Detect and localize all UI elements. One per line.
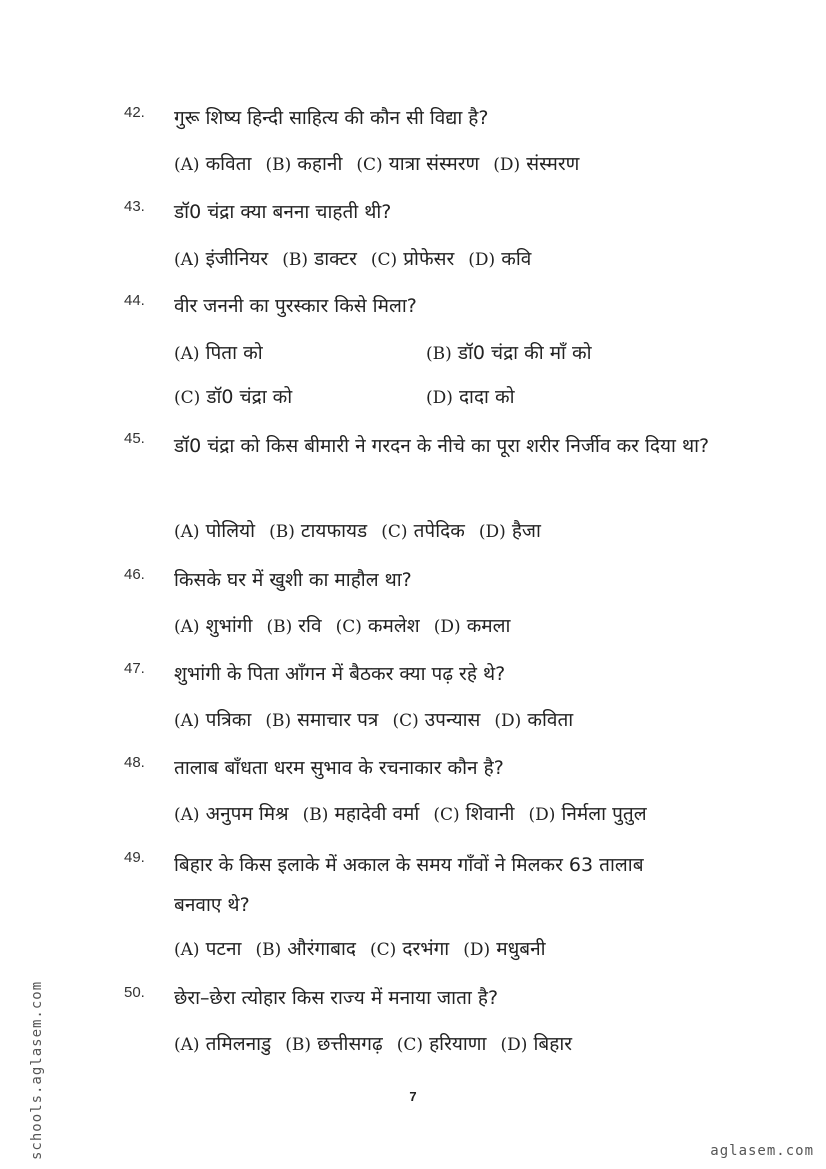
question-number: 45. [124, 430, 145, 447]
option-c: (C) कमलेश [335, 615, 420, 637]
option-d: (D) दादा को [426, 386, 515, 408]
option-d: (D) निर्मला पुतुल [528, 803, 647, 825]
option-c: (C) यात्रा संस्मरण [356, 153, 480, 175]
option-b: (B) डाक्टर [282, 248, 357, 270]
question-number: 42. [124, 104, 145, 121]
option-a: (A) पिता को [174, 342, 263, 364]
option-a: (A) अनुपम मिश्र [174, 803, 289, 825]
question-text: वीर जननी का पुरस्कार किसे मिला? [174, 295, 417, 317]
options-row [174, 706, 573, 732]
option-d: (D) संस्मरण [493, 153, 580, 175]
option-a: (A) पटना [174, 938, 242, 960]
option-b: (B) छत्तीसगढ़ [285, 1033, 383, 1055]
question-text: तालाब बाँधता धरम सुभाव के रचनाकार कौन है? [174, 757, 504, 779]
option-d: (D) बिहार [500, 1033, 573, 1055]
question-number: 46. [124, 566, 145, 583]
option-a: (A) शुभांगी [174, 615, 253, 637]
question-number: 47. [124, 660, 145, 677]
options-row [174, 517, 541, 543]
question-text: किसके घर में खुशी का माहौल था? [174, 569, 412, 591]
options-row [174, 245, 531, 271]
question-text: डॉ0 चंद्रा को किस बीमारी ने गरदन के नीचे का पूरा शरीर निर्जीव कर दिया था? [174, 435, 710, 457]
option-a: (A) पत्रिका [174, 709, 252, 731]
option-a: (A) पोलियो [174, 520, 256, 542]
option-c: (C) डॉ0 चंद्रा को [174, 386, 293, 408]
option-d: (D) कवि [468, 248, 532, 270]
question-text: शुभांगी के पिता आँगन में बैठकर क्या पढ़ रहे थे? [174, 663, 506, 685]
option-d: (D) मधुबनी [463, 938, 546, 960]
question-text: छेरा–छेरा त्योहार किस राज्य में मनाया जाता है? [174, 987, 499, 1009]
option-a: (A) तमिलनाडु [174, 1033, 272, 1055]
option-c: (C) तपेदिक [381, 520, 465, 542]
question-text: बिहार के किस इलाके में अकाल के समय गाँवों ने मिलकर 63 तालाब बनवाए थे? [174, 854, 644, 916]
option-b: (B) टायफायड [269, 520, 368, 542]
option-a: (A) इंजीनियर [174, 248, 269, 270]
options-row [174, 150, 579, 176]
option-b: (B) औरंगाबाद [255, 938, 356, 960]
option-c: (C) शिवानी [433, 803, 515, 825]
option-b: (B) कहानी [265, 153, 343, 175]
question-number: 44. [124, 292, 145, 309]
option-b: (B) महादेवी वर्मा [302, 803, 420, 825]
option-b: (B) समाचार पत्र [265, 709, 379, 731]
option-b: (B) डॉ0 चंद्रा की माँ को [426, 342, 592, 364]
option-d: (D) कमला [433, 615, 511, 637]
page-number: 7 [409, 1089, 417, 1104]
option-d: (D) कविता [494, 709, 574, 731]
options-row [174, 1030, 572, 1056]
options-row [174, 612, 510, 638]
question-text: डॉ0 चंद्रा क्या बनना चाहती थी? [174, 201, 392, 223]
watermark-right: aglasem.com [710, 1143, 814, 1159]
options-row [174, 800, 647, 826]
question-text: गुरू शिष्य हिन्दी साहित्य की कौन सी विद्या है? [174, 107, 489, 129]
option-b: (B) रवि [266, 615, 322, 637]
option-d: (D) हैजा [478, 520, 541, 542]
option-c: (C) उपन्यास [392, 709, 481, 731]
question-number: 49. [124, 849, 145, 866]
question-number: 48. [124, 754, 145, 771]
option-c: (C) प्रोफेसर [370, 248, 455, 270]
option-c: (C) हरियाणा [396, 1033, 487, 1055]
question-number: 50. [124, 984, 145, 1001]
option-c: (C) दरभंगा [370, 938, 450, 960]
question-number: 43. [124, 198, 145, 215]
option-a: (A) कविता [174, 153, 252, 175]
options-row [174, 935, 546, 961]
watermark-left: schools.aglasem.com [29, 980, 45, 1160]
